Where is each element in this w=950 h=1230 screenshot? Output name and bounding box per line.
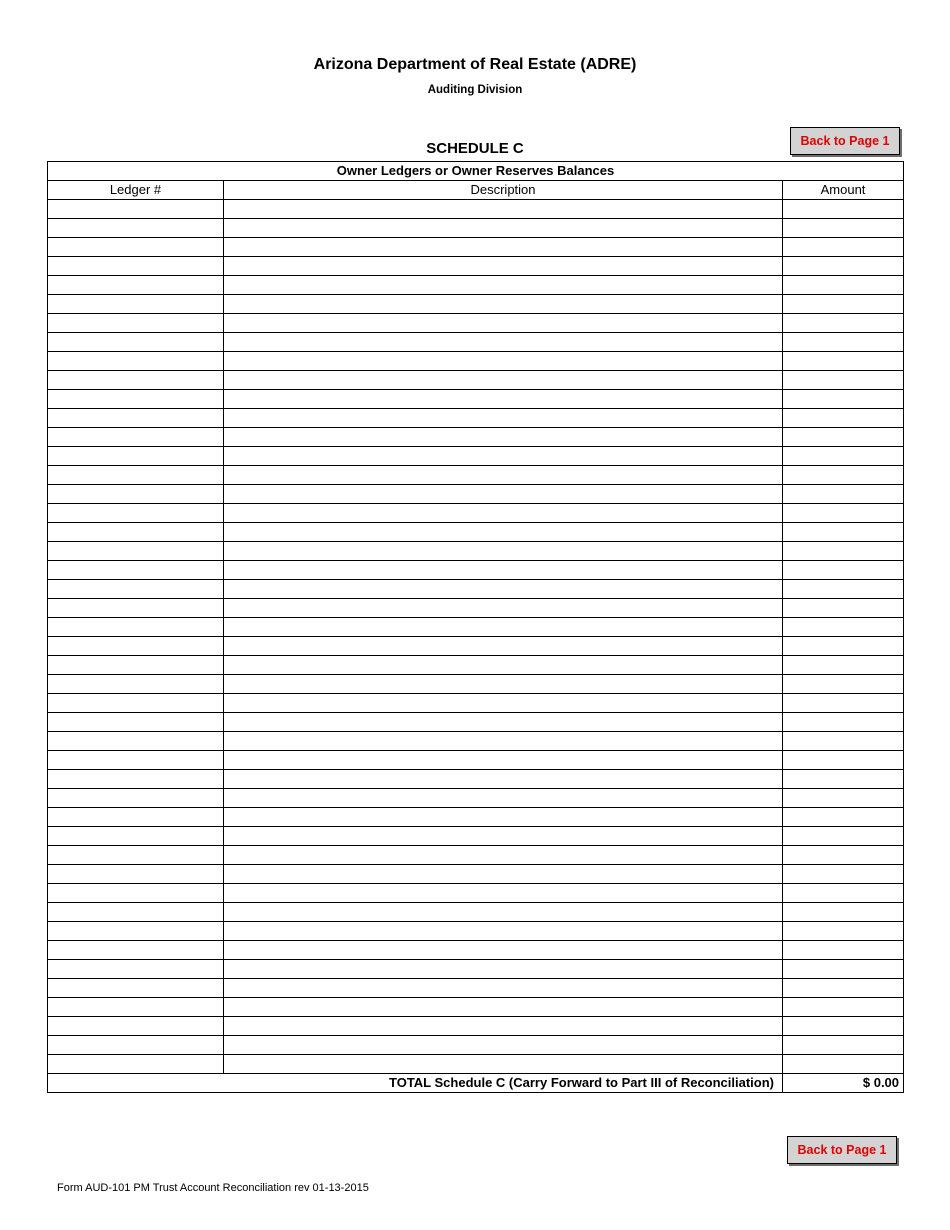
ledger-number-field[interactable] [48,333,224,352]
amount-field[interactable] [783,447,904,466]
description-field[interactable] [224,409,783,428]
description-field[interactable] [224,694,783,713]
table-row [48,1036,904,1055]
description-field[interactable] [224,960,783,979]
back-to-page1-button-top[interactable]: Back to Page 1 [790,127,900,155]
table-row [48,846,904,865]
ledger-table [47,161,904,1093]
ledger-number-field[interactable] [48,428,224,447]
amount-field[interactable] [783,1055,904,1074]
amount-field[interactable] [783,466,904,485]
ledger-number-field[interactable] [48,447,224,466]
ledger-number-field[interactable] [48,390,224,409]
amount-field[interactable] [783,238,904,257]
table-row [48,276,904,295]
column-header-description: Description [224,181,783,200]
description-field[interactable] [224,238,783,257]
table-row [48,960,904,979]
ledger-number-field[interactable] [48,922,224,941]
ledger-number-field[interactable] [48,770,224,789]
amount-field[interactable] [783,504,904,523]
ledger-number-field[interactable] [48,295,224,314]
ledger-number-field[interactable] [48,561,224,580]
column-header-ledger: Ledger # [48,181,224,200]
table-row [48,333,904,352]
ledger-number-field[interactable] [48,903,224,922]
amount-field[interactable] [783,903,904,922]
schedule-title: SCHEDULE C [426,140,524,157]
ledger-number-field[interactable] [48,409,224,428]
ledger-number-field[interactable] [48,637,224,656]
table-row [48,656,904,675]
table-row [48,732,904,751]
amount-field[interactable] [783,371,904,390]
total-row [48,1074,904,1093]
ledger-number-field[interactable] [48,542,224,561]
amount-field[interactable] [783,599,904,618]
ledger-number-field[interactable] [48,656,224,675]
table-row [48,466,904,485]
amount-field[interactable] [783,1017,904,1036]
description-field[interactable] [224,1055,783,1074]
description-field[interactable] [224,466,783,485]
amount-field[interactable] [783,998,904,1017]
amount-field[interactable] [783,979,904,998]
description-field[interactable] [224,371,783,390]
description-field[interactable] [224,675,783,694]
description-field[interactable] [224,276,783,295]
ledger-number-field[interactable] [48,580,224,599]
ledger-number-field[interactable] [48,846,224,865]
ledger-number-field[interactable] [48,314,224,333]
ledger-number-field[interactable] [48,219,224,238]
table-row [48,789,904,808]
amount-field[interactable] [783,542,904,561]
amount-field[interactable] [783,941,904,960]
table-row [48,447,904,466]
ledger-number-field[interactable] [48,466,224,485]
ledger-number-field[interactable] [48,238,224,257]
ledger-number-field[interactable] [48,599,224,618]
form-footer: Form AUD-101 PM Trust Account Reconciliation rev 01-13-2015 [57,1182,369,1194]
table-row [48,637,904,656]
amount-field[interactable] [783,314,904,333]
table-row [48,903,904,922]
ledger-number-field[interactable] [48,884,224,903]
table-row [48,257,904,276]
table-row [48,884,904,903]
table-row [48,390,904,409]
description-field[interactable] [224,808,783,827]
ledger-number-field[interactable] [48,371,224,390]
description-field[interactable] [224,1017,783,1036]
total-amount: $ 0.00 [783,1074,904,1093]
table-row [48,808,904,827]
description-field[interactable] [224,732,783,751]
ledger-number-field[interactable] [48,694,224,713]
ledger-number-field[interactable] [48,789,224,808]
ledger-number-field[interactable] [48,979,224,998]
amount-field[interactable] [783,656,904,675]
table-row [48,979,904,998]
amount-field[interactable] [783,694,904,713]
amount-field[interactable] [783,846,904,865]
ledger-number-field[interactable] [48,200,224,219]
amount-field[interactable] [783,276,904,295]
description-field[interactable] [224,561,783,580]
table-row [48,694,904,713]
table-row [48,865,904,884]
back-to-page1-button-bottom[interactable]: Back to Page 1 [787,1136,897,1164]
description-field[interactable] [224,846,783,865]
table-row [48,371,904,390]
ledger-rows [48,200,904,1074]
description-field[interactable] [224,542,783,561]
table-row [48,200,904,219]
ledger-number-field[interactable] [48,504,224,523]
amount-field[interactable] [783,1036,904,1055]
ledger-number-field[interactable] [48,751,224,770]
amount-field[interactable] [783,485,904,504]
table-row [48,219,904,238]
description-field[interactable] [224,922,783,941]
table-row [48,561,904,580]
description-field[interactable] [224,447,783,466]
description-field[interactable] [224,485,783,504]
description-field[interactable] [224,580,783,599]
amount-field[interactable] [783,808,904,827]
agency-title: Arizona Department of Real Estate (ADRE) [313,56,637,73]
description-field[interactable] [224,903,783,922]
description-field[interactable] [224,599,783,618]
table-row [48,941,904,960]
table-row [48,428,904,447]
amount-field[interactable] [783,580,904,599]
column-header-amount: Amount [783,181,904,200]
ledger-number-field[interactable] [48,1036,224,1055]
description-field[interactable] [224,257,783,276]
description-field[interactable] [224,884,783,903]
column-header-row [48,181,904,200]
ledger-number-field[interactable] [48,485,224,504]
amount-field[interactable] [783,352,904,371]
amount-field[interactable] [783,827,904,846]
description-field[interactable] [224,941,783,960]
table-row [48,751,904,770]
ledger-number-field[interactable] [48,675,224,694]
ledger-number-field[interactable] [48,713,224,732]
amount-field[interactable] [783,865,904,884]
description-field[interactable] [224,618,783,637]
description-field[interactable] [224,637,783,656]
table-row [48,675,904,694]
description-field[interactable] [224,751,783,770]
ledger-number-field[interactable] [48,1055,224,1074]
amount-field[interactable] [783,295,904,314]
table-row [48,580,904,599]
amount-field[interactable] [783,409,904,428]
table-row [48,1017,904,1036]
description-field[interactable] [224,295,783,314]
ledger-number-field[interactable] [48,618,224,637]
amount-field[interactable] [783,257,904,276]
amount-field[interactable] [783,922,904,941]
amount-field[interactable] [783,770,904,789]
table-row [48,409,904,428]
description-field[interactable] [224,390,783,409]
description-field[interactable] [224,998,783,1017]
table-row [48,770,904,789]
amount-field[interactable] [783,523,904,542]
description-field[interactable] [224,865,783,884]
amount-field[interactable] [783,789,904,808]
table-row [48,295,904,314]
table-row [48,618,904,637]
description-field[interactable] [224,789,783,808]
description-field[interactable] [224,504,783,523]
table-row [48,1055,904,1074]
amount-field[interactable] [783,751,904,770]
table-row [48,523,904,542]
table-row [48,922,904,941]
amount-field[interactable] [783,618,904,637]
description-field[interactable] [224,352,783,371]
table-caption: Owner Ledgers or Owner Reserves Balances [48,162,904,181]
ledger-number-field[interactable] [48,865,224,884]
description-field[interactable] [224,428,783,447]
total-label: TOTAL Schedule C (Carry Forward to Part III of Reconciliation) [48,1074,783,1093]
amount-field[interactable] [783,732,904,751]
amount-field[interactable] [783,200,904,219]
table-row [48,352,904,371]
table-row [48,504,904,523]
amount-field[interactable] [783,333,904,352]
table-row [48,599,904,618]
table-row [48,314,904,333]
table-row [48,998,904,1017]
ledger-number-field[interactable] [48,998,224,1017]
ledger-number-field[interactable] [48,352,224,371]
description-field[interactable] [224,713,783,732]
table-caption-row [48,162,904,181]
description-field[interactable] [224,979,783,998]
description-field[interactable] [224,200,783,219]
amount-field[interactable] [783,390,904,409]
amount-field[interactable] [783,713,904,732]
amount-field[interactable] [783,960,904,979]
amount-field[interactable] [783,675,904,694]
ledger-number-field[interactable] [48,1017,224,1036]
description-field[interactable] [224,1036,783,1055]
ledger-number-field[interactable] [48,732,224,751]
ledger-number-field[interactable] [48,827,224,846]
ledger-number-field[interactable] [48,960,224,979]
description-field[interactable] [224,523,783,542]
amount-field[interactable] [783,219,904,238]
table-row [48,542,904,561]
description-field[interactable] [224,333,783,352]
description-field[interactable] [224,219,783,238]
table-row [48,827,904,846]
ledger-number-field[interactable] [48,523,224,542]
description-field[interactable] [224,827,783,846]
ledger-number-field[interactable] [48,941,224,960]
amount-field[interactable] [783,884,904,903]
description-field[interactable] [224,770,783,789]
table-row [48,485,904,504]
description-field[interactable] [224,656,783,675]
ledger-number-field[interactable] [48,276,224,295]
amount-field[interactable] [783,561,904,580]
table-row [48,713,904,732]
division-subtitle: Auditing Division [427,84,523,96]
amount-field[interactable] [783,428,904,447]
description-field[interactable] [224,314,783,333]
ledger-number-field[interactable] [48,808,224,827]
table-row [48,238,904,257]
ledger-number-field[interactable] [48,257,224,276]
amount-field[interactable] [783,637,904,656]
